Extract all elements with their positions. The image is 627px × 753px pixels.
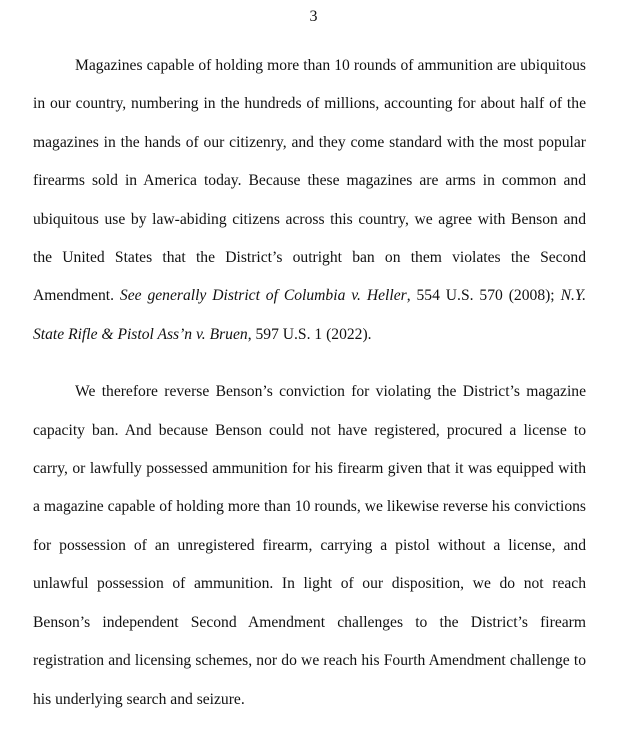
- paragraph-reversal: [33, 373, 586, 719]
- paragraph-text: Magazines capable of holding more than 10 rounds of ammunition are ubiquitous in our country, numbering in the hundreds of millions, accounting for about half of the magazines in the hands of our citizenry, and they come standard with the most popular firearms sold in America today. Because these magazines are arms in common and ubiquitous use by law-abiding citizens across this country, we agree with Benson and the United States that the District’s outright ban on them violates the Second Amendment.: [33, 57, 586, 305]
- paragraph-magazine-ban: [33, 47, 586, 354]
- page-number: 3: [309, 8, 318, 25]
- citation-text: , 554 U.S. 570 (2008);: [406, 287, 561, 305]
- document-body: [33, 47, 586, 719]
- paragraph-text: We therefore reverse Benson’s conviction for violating the District’s magazine capacity ban. And because Benson could not have registered, procured a license to carry, or lawfully possessed ammunition for his firearm given that it was equipped with a magazine capable of holding more than 10 rounds, we likewise reverse his convictions for possession of an unregistered firearm, carrying a pistol without a license, and unlawful possession of ammunition. In light of our disposition, we do not reach Benson’s independent Second Amendment challenges to the District’s firearm registration and licensing schemes, nor do we reach his Fourth Amendment challenge to his underlying search and seizure.: [33, 383, 586, 708]
- case-citation-heller: See generally District of Columbia v. Heller: [119, 287, 407, 305]
- citation-text: , 597 U.S. 1 (2022).: [247, 325, 372, 343]
- case-citation-bruen: N.Y. State Rifle & Pistol Ass’n v. Bruen: [33, 287, 587, 343]
